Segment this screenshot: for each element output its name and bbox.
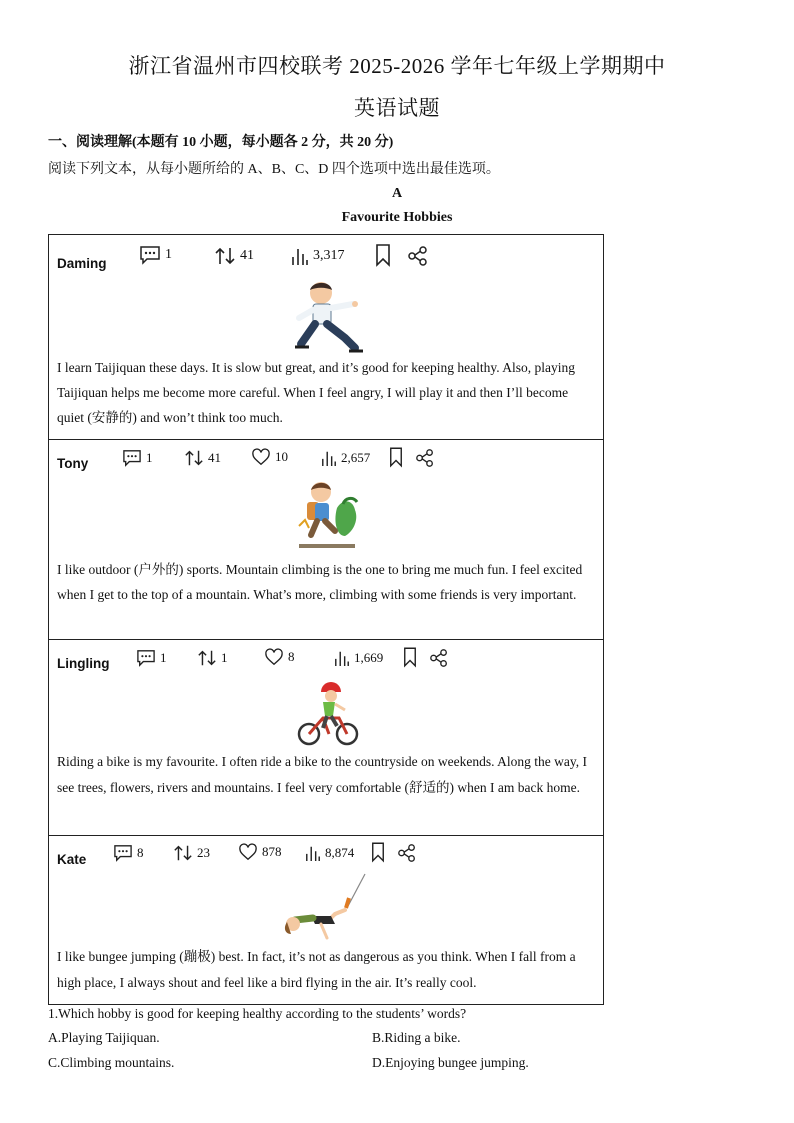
repost-count-value: 41 bbox=[240, 248, 254, 263]
repost-count[interactable] bbox=[184, 448, 221, 468]
heart-icon bbox=[251, 448, 271, 466]
taijiquan-illustration bbox=[291, 277, 367, 355]
share-icon bbox=[415, 448, 435, 468]
comment-count[interactable] bbox=[139, 245, 172, 265]
comment-count-value: 1 bbox=[160, 650, 167, 665]
bookmark-button[interactable] bbox=[375, 243, 391, 267]
like-count-value: 10 bbox=[275, 449, 288, 464]
share-button[interactable] bbox=[429, 648, 449, 668]
post-text: I like outdoor (户外的) sports. Mountain climbing is the one to bring me much fun. I feel excited when I get to the top of a mountain. What’s more, climbing with some friends is very important. bbox=[57, 562, 583, 602]
post-text: Riding a bike is my favourite. I often ride a bike to the countryside on weekends. Along the way, I see trees, flowers, rivers and mountains. I feel very comfortable (舒适的) when I am back home. bbox=[57, 754, 587, 795]
comment-count-value: 1 bbox=[165, 247, 172, 262]
repost-icon bbox=[173, 843, 193, 863]
share-button[interactable] bbox=[407, 245, 429, 267]
bar-chart-icon bbox=[321, 448, 337, 468]
hobbies-table bbox=[48, 234, 604, 1005]
share-button[interactable] bbox=[415, 448, 435, 468]
bar-chart-icon bbox=[305, 843, 321, 863]
bookmark-button[interactable] bbox=[403, 646, 417, 668]
passage-title: Favourite Hobbies bbox=[341, 210, 453, 225]
repost-count-value: 1 bbox=[221, 650, 228, 665]
like-count[interactable] bbox=[251, 448, 288, 466]
comment-count-value: 1 bbox=[146, 450, 153, 465]
repost-count[interactable] bbox=[197, 648, 228, 668]
view-count-value: 8,874 bbox=[325, 845, 355, 860]
view-count-value: 2,657 bbox=[341, 450, 371, 465]
share-icon bbox=[407, 245, 429, 267]
view-count bbox=[291, 245, 345, 267]
like-count[interactable] bbox=[238, 843, 282, 861]
share-icon bbox=[429, 648, 449, 668]
post-kate bbox=[49, 836, 603, 1004]
post-author: Lingling bbox=[57, 656, 110, 671]
mountain-climbing-illustration bbox=[293, 478, 363, 550]
post-text: I like bungee jumping (蹦极) best. In fact, it’s not as dangerous as you think. When I fall from a high place, I always shout and feel like a bird flying in the air. It’s really cool. bbox=[57, 949, 576, 990]
repost-icon bbox=[197, 648, 217, 668]
option-b[interactable]: B.Riding a bike. bbox=[372, 1030, 461, 1045]
post-author: Kate bbox=[57, 852, 87, 867]
bookmark-icon bbox=[403, 646, 417, 668]
bike-riding-illustration bbox=[297, 678, 359, 748]
bookmark-icon bbox=[375, 243, 391, 267]
post-lingling bbox=[49, 640, 603, 836]
like-count-value: 8 bbox=[288, 649, 295, 664]
share-button[interactable] bbox=[397, 843, 417, 863]
post-tony bbox=[49, 440, 603, 640]
page-subtitle: 英语试题 bbox=[354, 96, 440, 120]
comment-icon bbox=[139, 245, 161, 265]
view-count bbox=[321, 448, 370, 468]
bar-chart-icon bbox=[334, 648, 350, 668]
comment-count-value: 8 bbox=[137, 845, 144, 860]
view-count-value: 3,317 bbox=[313, 248, 345, 263]
post-daming bbox=[49, 235, 603, 440]
repost-count[interactable] bbox=[173, 843, 210, 863]
section-instruction: 阅读下列文本，从每小题所给的 A、B、C、D 四个选项中选出最佳选项。 bbox=[48, 162, 500, 177]
view-count-value: 1,669 bbox=[354, 650, 384, 665]
bookmark-button[interactable] bbox=[371, 841, 385, 863]
heart-icon bbox=[238, 843, 258, 861]
passage-letter: A bbox=[391, 186, 403, 201]
bookmark-button[interactable] bbox=[389, 446, 403, 468]
heart-icon bbox=[264, 648, 284, 666]
repost-count[interactable] bbox=[214, 245, 254, 267]
repost-icon bbox=[214, 245, 236, 267]
section-heading: 一、阅读理解(本题有 10 小题，每小题各 2 分，共 20 分) bbox=[48, 135, 394, 150]
option-d[interactable]: D.Enjoying bungee jumping. bbox=[372, 1055, 529, 1070]
comment-icon bbox=[113, 844, 133, 862]
share-icon bbox=[397, 843, 417, 863]
comment-icon bbox=[136, 649, 156, 667]
option-a[interactable]: A.Playing Taijiquan. bbox=[48, 1030, 160, 1045]
comment-count[interactable] bbox=[122, 449, 153, 467]
like-count-value: 878 bbox=[262, 844, 282, 859]
like-count[interactable] bbox=[264, 648, 295, 666]
question-stem: 1.Which hobby is good for keeping healthy according to the students’ words? bbox=[48, 1006, 467, 1021]
repost-count-value: 23 bbox=[197, 845, 210, 860]
bungee-jumping-illustration bbox=[281, 872, 369, 942]
comment-icon bbox=[122, 449, 142, 467]
comment-count[interactable] bbox=[136, 649, 167, 667]
bar-chart-icon bbox=[291, 245, 309, 267]
post-text: I learn Taijiquan these days. It is slow but great, and it’s good for keeping healthy. Also, playing Taijiquan helps me become more careful. When I feel angry, I will play it and then I’ll become quiet (安静的) and won’t think too much. bbox=[57, 360, 575, 425]
page-title: 浙江省温州市四校联考 2025-2026 学年七年级上学期期中 bbox=[128, 54, 666, 78]
post-author: Daming bbox=[57, 256, 107, 271]
repost-icon bbox=[184, 448, 204, 468]
option-c[interactable]: C.Climbing mountains. bbox=[48, 1055, 175, 1070]
bookmark-icon bbox=[371, 841, 385, 863]
view-count bbox=[305, 843, 354, 863]
repost-count-value: 41 bbox=[208, 450, 221, 465]
post-author: Tony bbox=[57, 456, 89, 471]
view-count bbox=[334, 648, 383, 668]
comment-count[interactable] bbox=[113, 844, 144, 862]
bookmark-icon bbox=[389, 446, 403, 468]
